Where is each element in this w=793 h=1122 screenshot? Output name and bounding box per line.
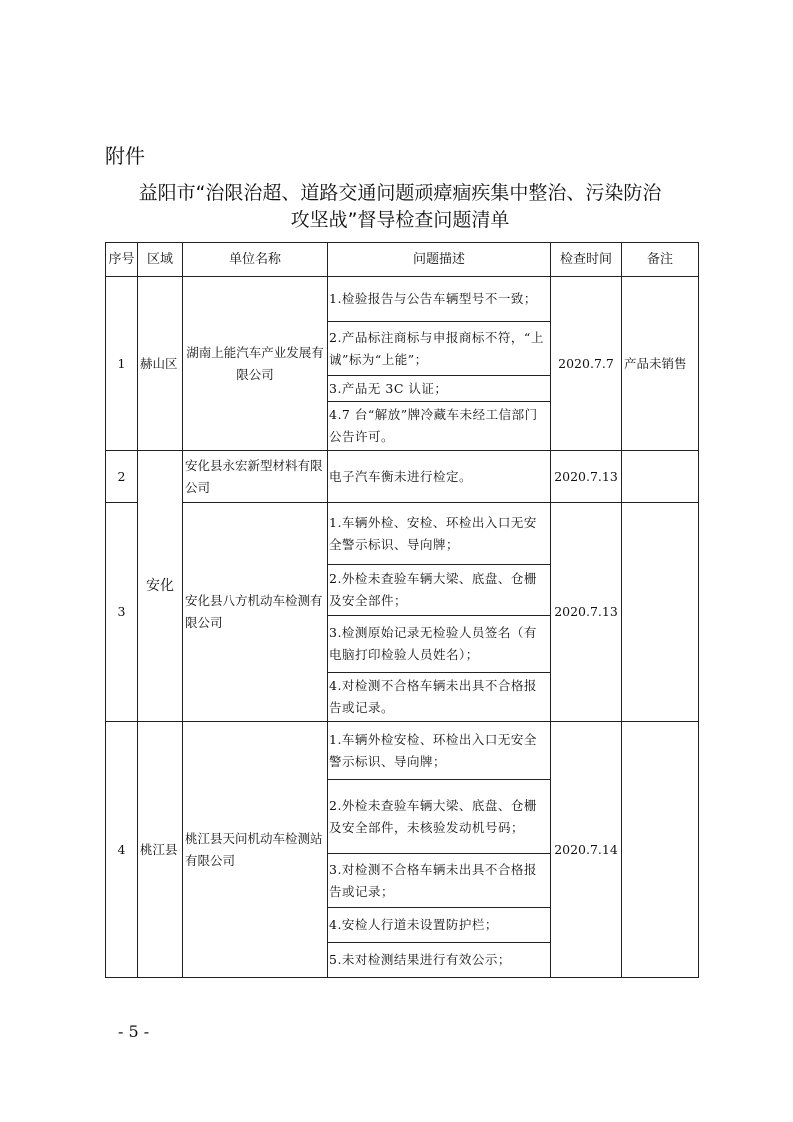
row-no: 1 (106, 277, 138, 451)
row-unit: 湖南上能汽车产业发展有限公司 (183, 277, 328, 451)
row-note (622, 722, 699, 978)
row-note (622, 451, 699, 503)
issue-item: 2.产品标注商标与申报商标不符，“上诚”标为“上能”； (328, 322, 551, 376)
table-row (106, 277, 699, 322)
issue-item: 3.检测原始记录无检验人员签名（有电脑打印检验人员姓名）； (328, 616, 551, 673)
header-note: 备注 (622, 243, 699, 277)
header-region: 区域 (138, 243, 183, 277)
row-no: 2 (106, 451, 138, 503)
row-region: 桃江县 (138, 722, 183, 978)
header-issue: 问题描述 (328, 243, 551, 277)
row-no: 3 (106, 503, 138, 722)
issue-item: 4.安检人行道未设置防护栏； (328, 908, 551, 943)
title-line-2: 攻坚战”督导检查问题清单 (290, 209, 510, 231)
issue-table (105, 242, 699, 978)
row-region: 安化 (138, 451, 183, 722)
row-date: 2020.7.13 (551, 451, 622, 503)
document-title (95, 180, 705, 234)
issue-item: 3.产品无 3C 认证； (328, 376, 551, 402)
row-date: 2020.7.13 (551, 503, 622, 722)
issue-item: 2.外检未查验车辆大梁、底盘、仓栅及安全部件，未核验发动机号码； (328, 780, 551, 854)
row-date: 2020.7.14 (551, 722, 622, 978)
row-unit: 桃江县天问机动车检测站有限公司 (183, 722, 328, 978)
table-row (106, 451, 699, 503)
header-unit: 单位名称 (183, 243, 328, 277)
row-unit: 安化县永宏新型材料有限公司 (183, 451, 328, 503)
issue-item: 2.外检未查验车辆大梁、底盘、仓栅及安全部件； (328, 565, 551, 616)
issue-item: 5.未对检测结果进行有效公示； (328, 943, 551, 978)
header-date: 检查时间 (551, 243, 622, 277)
table-row (106, 722, 699, 780)
title-line-1: 益阳市“治限治超、道路交通问题顽瘴痼疾集中整治、污染防治 (138, 182, 662, 204)
page-number: - 5 - (118, 1022, 150, 1041)
attachment-label: 附件 (105, 144, 145, 168)
issue-item: 3.对检测不合格车辆未出具不合格报告或记录； (328, 854, 551, 908)
row-no: 4 (106, 722, 138, 978)
row-unit: 安化县八方机动车检测有限公司 (183, 503, 328, 722)
row-note: 产品未销售 (622, 277, 699, 451)
table-row (106, 503, 699, 565)
row-region: 赫山区 (138, 277, 183, 451)
issue-item: 4.7 台“解放”牌冷藏车未经工信部门公告许可。 (328, 402, 551, 451)
issue-item: 电子汽车衡未进行检定。 (328, 451, 551, 503)
row-date: 2020.7.7 (551, 277, 622, 451)
issue-item: 4.对检测不合格车辆未出具不合格报告或记录。 (328, 673, 551, 722)
issue-item: 1.检验报告与公告车辆型号不一致； (328, 277, 551, 322)
header-no: 序号 (106, 243, 138, 277)
table-header (106, 243, 699, 277)
issue-item: 1.车辆外检安检、环检出入口无安全警示标识、导向牌； (328, 722, 551, 780)
issue-item: 1.车辆外检、安检、环检出入口无安全警示标识、导向牌； (328, 503, 551, 565)
row-note (622, 503, 699, 722)
